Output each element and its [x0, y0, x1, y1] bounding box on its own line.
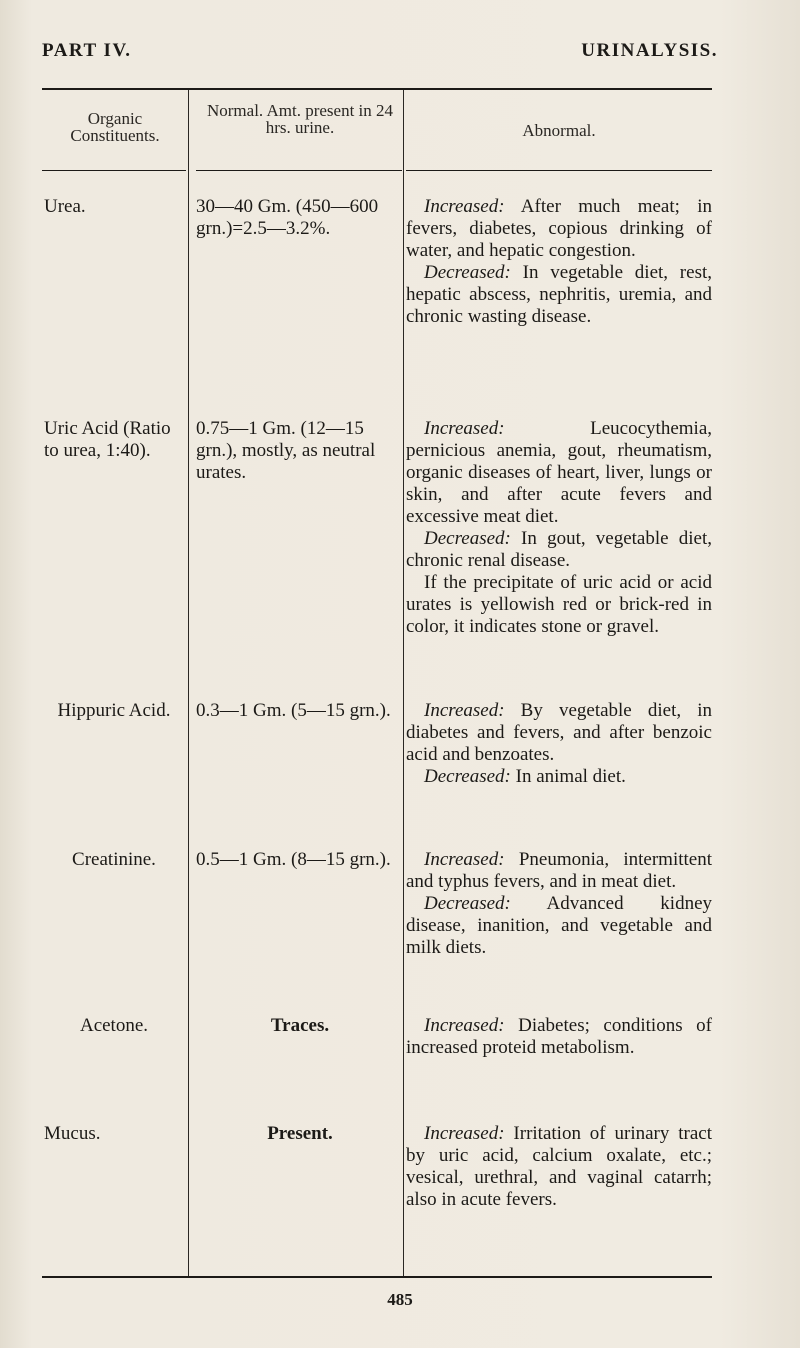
increased-paragraph: Increased: After much meat; in fevers, diabetes, copious drinking of water, and hepatic congestion.	[406, 196, 712, 261]
running-head-left: PART IV.	[42, 40, 132, 61]
increased-label: Increased:	[424, 1123, 505, 1144]
table-bottom-rule	[42, 1276, 712, 1278]
constituent-name: Acetone.	[79, 1015, 149, 1036]
increased-paragraph: Increased: Pneumonia, intermittent and typhus fevers, and in meat diet.	[406, 849, 712, 892]
decreased-paragraph: Decreased: In gout, vegetable diet, chronic renal disease.	[406, 528, 712, 571]
normal-amount: 0.75—1 Gm. (12—15 grn.), mostly, as neutral urates.	[196, 418, 376, 483]
column-header-normal: Normal. Amt. present in 24 hrs. urine.	[206, 101, 394, 137]
decreased-paragraph: Decreased: In animal diet.	[424, 766, 626, 787]
increased-label: Increased:	[424, 1015, 505, 1036]
constituent-name: Urea.	[44, 196, 86, 217]
header-rule-col3	[406, 170, 712, 171]
column-header-organic: Organic Constituents.	[70, 109, 160, 145]
increased-paragraph: Increased: Irritation of urinary tract by uric acid, calcium oxalate, etc.; vesical, urethral, and vaginal catarrh; also in acute fevers.	[406, 1123, 712, 1210]
abnormal-description	[406, 1015, 712, 1059]
abnormal-description	[406, 849, 712, 959]
running-head	[0, 40, 800, 64]
constituent-name: Hippuric Acid.	[57, 700, 171, 721]
table-top-rule	[42, 88, 712, 90]
increased-label: Increased:	[424, 196, 505, 217]
normal-amount: 0.3—1 Gm. (5—15 grn.).	[196, 700, 391, 721]
normal-amount: Traces.	[270, 1015, 330, 1036]
decreased-label: Decreased:	[424, 893, 511, 914]
abnormal-description	[406, 700, 712, 788]
header-rule-col1	[42, 170, 186, 171]
normal-amount: Present.	[267, 1123, 333, 1144]
column-header-abnormal: Abnormal.	[522, 121, 596, 140]
abnormal-description	[406, 1123, 712, 1211]
running-head-right: URINALYSIS.	[581, 40, 718, 61]
increased-paragraph: Increased: Diabetes; conditions of increased proteid metabolism.	[406, 1015, 712, 1058]
decreased-label: Decreased:	[424, 262, 511, 283]
decreased-label: Decreased:	[424, 766, 511, 787]
note-paragraph: If the precipitate of uric acid or acid urates is yellowish red or brick-red in color, it indicates stone or gravel.	[406, 572, 712, 637]
normal-amount: 0.5—1 Gm. (8—15 grn.).	[196, 849, 391, 870]
column-divider-2	[403, 90, 404, 1276]
increased-paragraph: Increased: By vegetable diet, in diabetes and fevers, and after benzoic acid and benzoates.	[406, 700, 712, 765]
decreased-paragraph: Decreased: Advanced kidney disease, inanition, and vegetable and milk diets.	[406, 893, 712, 958]
normal-amount: 30—40 Gm. (450—600 grn.)=2.5—3.2%.	[196, 196, 379, 239]
decreased-paragraph: Decreased: In vegetable diet, rest, hepatic abscess, nephritis, uremia, and chronic wasting disease.	[406, 262, 712, 327]
increased-label: Increased:	[424, 849, 505, 870]
decreased-label: Decreased:	[424, 528, 511, 549]
page-number: 485	[387, 1290, 413, 1309]
abnormal-description	[406, 196, 712, 328]
constituent-name: Uric Acid (Ratio to urea, 1:40).	[44, 418, 171, 461]
increased-label: Increased:	[424, 700, 505, 721]
abnormal-description	[406, 418, 712, 638]
increased-paragraph: Increased: Leucocythemia, pernicious anemia, gout, rheumatism, organic diseases of heart, liver, lungs or skin, and after acute fevers and excessive meat diet.	[406, 418, 712, 527]
header-rule-col2	[196, 170, 402, 171]
column-divider-1	[188, 90, 189, 1276]
constituent-name: Mucus.	[44, 1123, 101, 1144]
constituent-name: Creatinine.	[72, 849, 156, 870]
increased-label: Increased:	[424, 418, 505, 439]
